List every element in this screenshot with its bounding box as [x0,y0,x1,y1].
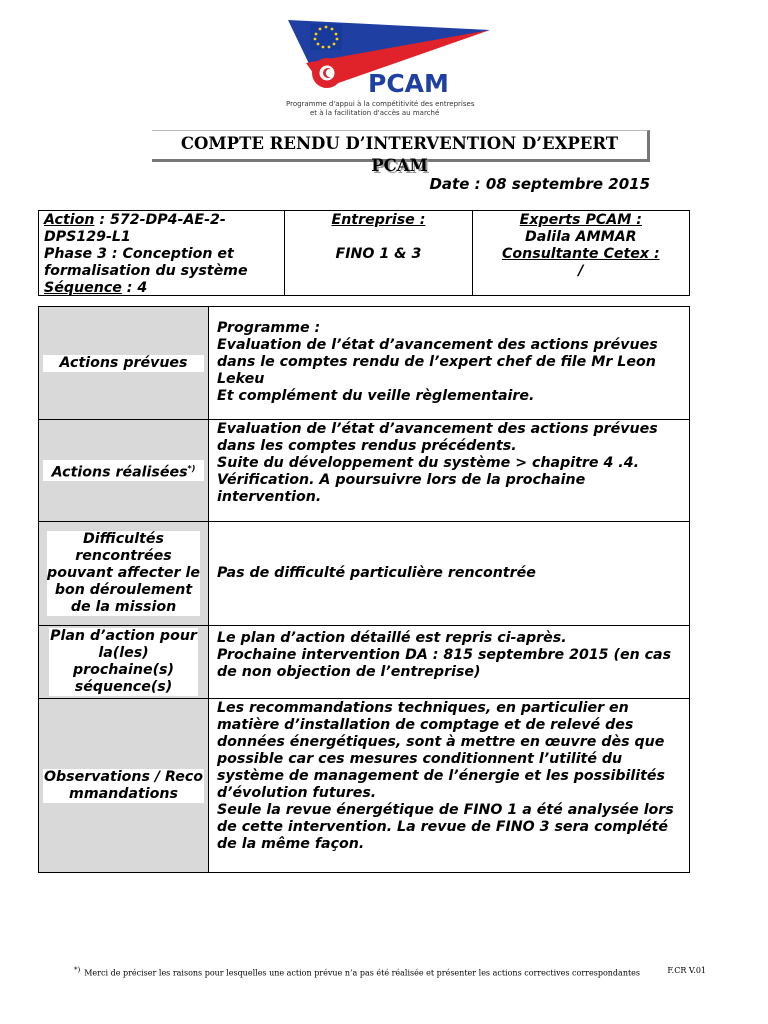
logo-caption-line-2: et à la facilitation d'accès au marché [310,109,440,117]
logo-text: PCAM [368,69,449,98]
row-content-difficultes [209,522,690,626]
realisees-line-2: Suite du développement du système > chapitre 4 .4. Vérification. A poursuivre lors de la prochaine intervention. [217,455,639,505]
report-table [38,306,690,873]
row-label-plan-action: Plan d’action pour la(les) prochaine(s) séquence(s) [39,626,209,699]
plan-line-1: Le plan d’action détaillé est repris ci-après. [217,630,567,646]
experts-value: Dalila AMMAR [525,229,637,245]
table-row [39,626,690,699]
row-content-plan-action [209,626,690,699]
page-title: COMPTE RENDU D’INTERVENTION D’EXPERT [180,134,619,153]
table-row [39,420,690,522]
prevues-line-1: Programme : [217,320,321,336]
sequence-value: : 4 [121,280,148,296]
realisees-label: Actions réalisées [51,464,188,481]
entreprise-value: FINO 1 & 3 [335,246,422,262]
observations-line-2: Seule la revue énergétique de FINO 1 a été analysée lors de cette intervention. La revue de FINO 3 sera complété de la même façon. [217,802,674,852]
action-cell [39,211,284,295]
report-date: Date : 08 septembre 2015 [429,175,650,193]
difficultes-line-1: Pas de difficulté particulière rencontrée [217,565,536,581]
footnote-marker: *) [187,463,196,473]
logo-caption-line-1: Programme d'appui à la compétitivité des entreprises [286,100,475,108]
document-reference: F.CR V.01 [667,966,706,975]
table-row [39,522,690,626]
realisees-line-1: Evaluation de l’état d’avancement des actions prévues dans les comptes rendus précédents. [217,421,658,454]
page-title-line-2: PCAM [371,156,428,175]
row-content-observations [209,699,690,873]
observations-line-1: Les recommandations techniques, en particulier en matière d’installation de comptage et de relevé des données énergétiques, sont à mettre en œuvre dès que possible car ces mesures conditionnent l’utilité du système de management de l’énergie et les possibilités d’évolution futures. [217,700,665,801]
experts-label: Experts PCAM : [519,212,642,228]
entreprise-cell [284,211,471,295]
prevues-line-3: Et complément du veille règlementaire. [217,388,535,404]
table-row [39,699,690,873]
entreprise-label: Entreprise : [331,212,426,228]
action-label: Action [44,212,95,228]
consultante-label: Consultante Cetex : [501,246,660,262]
table-row [39,307,690,420]
row-label-actions-prevues: Actions prévues [39,307,209,420]
row-label-difficultes: Difficultés rencontrées pouvant affecter le bon déroulement de la mission [39,522,209,626]
footnote-mark: *) [74,966,81,974]
footnote-text: Merci de préciser les raisons pour lesquelles une action prévue n’a pas été réalisée et présenter les actions correctives correspondantes [84,968,641,978]
info-table [38,210,690,296]
prevues-line-2: Evaluation de l’état d’avancement des actions prévues dans le comptes rendu de l’expert chef de file Mr Leon Lekeu [217,337,658,387]
row-content-actions-realisees [209,420,690,522]
consultante-value: / [578,263,584,279]
logo-caption [286,100,516,118]
row-content-actions-prevues [209,307,690,420]
row-label-actions-realisees [39,420,209,522]
footnote [74,966,714,978]
sequence-label: Séquence [44,280,122,296]
action-value: : 572-DP4-AE-2-DPS129-L1 [44,212,226,245]
phase-text: Phase 3 : Conception et formalisation du système [44,246,248,279]
row-label-observations: Observations / Recommandations [39,699,209,873]
plan-line-2: Prochaine intervention DA : 815 septembre 2015 (en cas de non objection de l’entreprise) [217,647,672,680]
experts-cell [472,211,689,295]
